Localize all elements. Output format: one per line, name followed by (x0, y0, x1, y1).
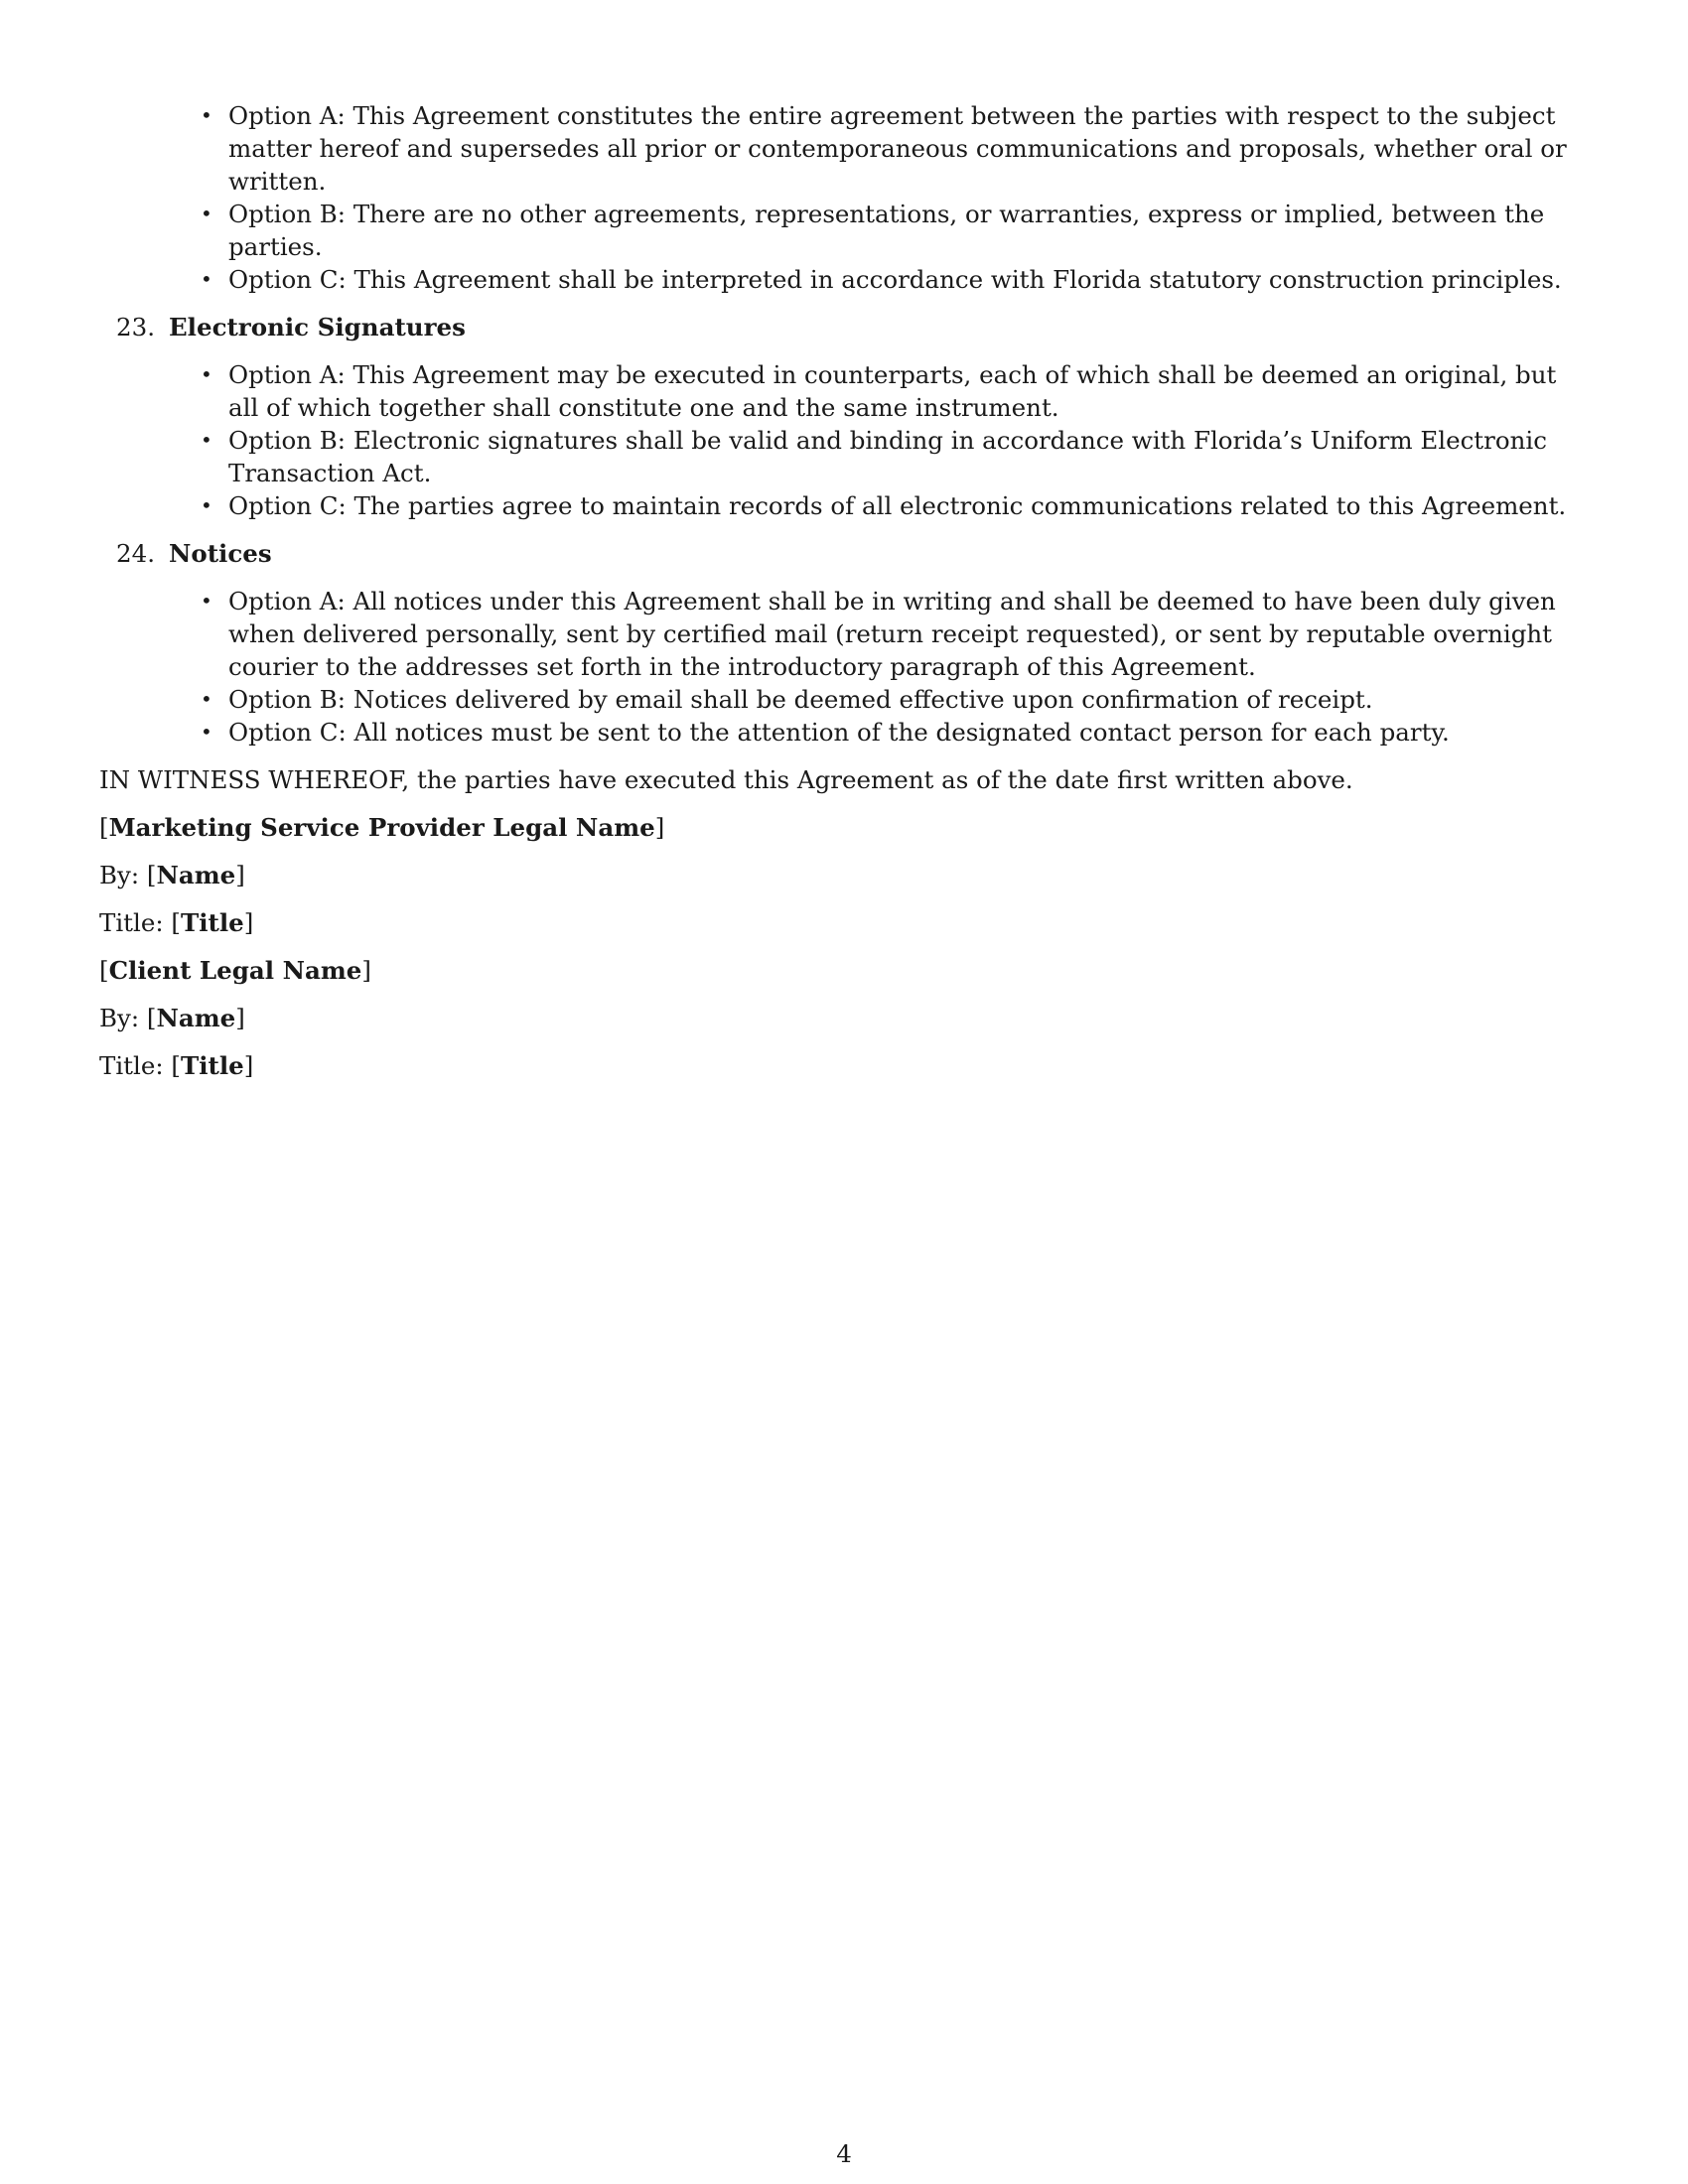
section-23-options (99, 358, 1589, 522)
list-item: • Option B: Electronic signatures shall be valid and binding in accordance with Florida’s Uniform Electronic Transaction Act. (201, 426, 1547, 487)
section-title: Electronic Signatures (169, 313, 466, 341)
section-heading-notices (99, 537, 1589, 570)
bullet-icon: • (201, 589, 212, 613)
provider-signer-title: Title (180, 908, 244, 937)
list-item: • Option C: All notices must be sent to the attention of the designated contact person for each party. (201, 718, 1450, 747)
client-legal-name: [Client Legal Name] (99, 956, 371, 985)
page-number: 4 (836, 2139, 852, 2168)
section-24-options (99, 585, 1589, 749)
client-title-line: Title: [Title] (99, 1051, 254, 1080)
list-item: • Option B: There are no other agreements, representations, or warranties, express or implied, between the parties. (201, 200, 1545, 261)
bullet-icon: • (201, 103, 212, 127)
list-item: • Option A: All notices under this Agreement shall be in writing and shall be deemed to have been duly given when delivered personally, sent by certified mail (return receipt requested), or sent by reputable overnight courier to the addresses set forth in the introductory paragraph of this Agreement. (201, 587, 1556, 681)
section-number: 23. (116, 313, 155, 341)
list-item: • Option A: This Agreement constitutes the entire agreement between the parties with respect to the subject matter hereof and supersedes all prior or contemporaneous communications and proposals, whether oral or written. (201, 101, 1567, 196)
document-page (99, 99, 1589, 1082)
bullet-icon: • (201, 362, 212, 386)
section-heading-electronic-signatures (99, 311, 1589, 343)
bullet-icon: • (201, 687, 212, 711)
provider-legal-name: [Marketing Service Provider Legal Name] (99, 813, 665, 842)
bullet-icon: • (201, 720, 212, 744)
list-item: • Option B: Notices delivered by email shall be deemed effective upon confirmation of receipt. (201, 685, 1373, 714)
section-title: Notices (169, 539, 272, 568)
provider-signer-name: Name (156, 861, 236, 889)
provider-by-line: By: [Name] (99, 861, 245, 889)
list-item: • Option C: The parties agree to maintain records of all electronic communications related to this Agreement. (201, 491, 1567, 520)
bullet-icon: • (201, 493, 212, 517)
provider-title-line: Title: [Title] (99, 908, 254, 937)
client-by-line: By: [Name] (99, 1004, 245, 1032)
list-item: • Option A: This Agreement may be executed in counterparts, each of which shall be deemed an original, but all of which together shall constitute one and the same instrument. (201, 360, 1557, 422)
list-item: • Option C: This Agreement shall be interpreted in accordance with Florida statutory construction principles. (201, 265, 1562, 294)
client-signer-title: Title (180, 1051, 244, 1080)
witness-clause: IN WITNESS WHEREOF, the parties have executed this Agreement as of the date first written above. (99, 765, 1353, 794)
bullet-icon: • (201, 428, 212, 452)
bullet-icon: • (201, 267, 212, 291)
client-signer-name: Name (156, 1004, 236, 1032)
section-number: 24. (116, 539, 155, 568)
bullet-icon: • (201, 202, 212, 225)
section-22-options (99, 99, 1589, 296)
